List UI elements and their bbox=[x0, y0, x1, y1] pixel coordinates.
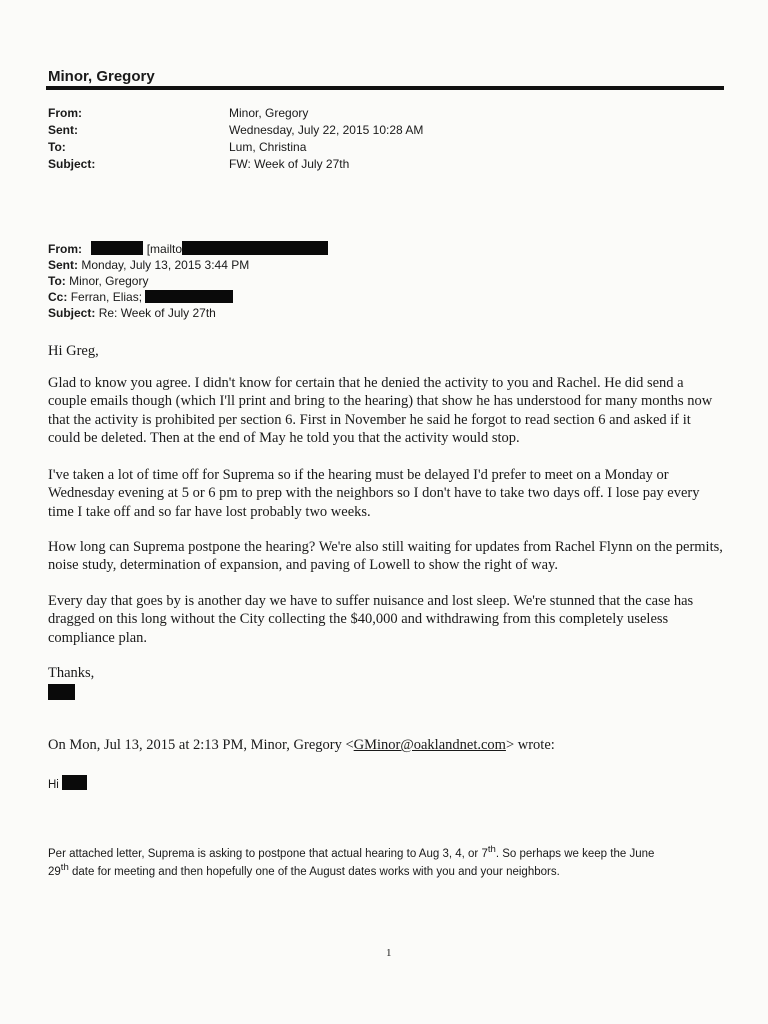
orig-sent-label: Sent: bbox=[48, 258, 78, 272]
header-from-label: From: bbox=[48, 106, 82, 120]
quoted-intro-prefix: On Mon, Jul 13, 2015 at 2:13 PM, Minor, Gregory < bbox=[48, 737, 354, 753]
header-sent-value: Wednesday, July 22, 2015 10:28 AM bbox=[229, 123, 424, 137]
orig-subject-value: Re: Week of July 27th bbox=[98, 306, 216, 320]
quoted-intro-suffix: > wrote: bbox=[505, 737, 555, 753]
header-from-value: Minor, Gregory bbox=[229, 106, 309, 120]
redaction-block bbox=[62, 775, 87, 790]
orig-cc-label: Cc: bbox=[48, 290, 68, 304]
quoted-line-2 bbox=[48, 860, 560, 880]
redaction-block bbox=[48, 684, 75, 700]
page-number: 1 bbox=[386, 947, 392, 959]
quoted-line-1 bbox=[48, 842, 654, 862]
orig-from-label: From: bbox=[48, 242, 82, 256]
header-subject-label: Subject: bbox=[48, 157, 96, 171]
quoted-text: date for meeting and then hopefully one of the August dates works with you and your neighbors. bbox=[68, 865, 560, 878]
redaction-block bbox=[182, 241, 328, 255]
body-paragraph: I've taken a lot of time off for Suprema so if the hearing must be delayed I'd prefer to meet on a Monday or Wednesday evening at 5 or 6 pm to prep with the neighbors so I don't have to take two days off. I lose pay every time I take off and so far have lost probably two weeks. bbox=[48, 467, 700, 520]
quoted-text: . So perhaps we keep the June bbox=[495, 847, 655, 860]
document-header-name: Minor, Gregory bbox=[48, 68, 155, 85]
orig-from-row bbox=[48, 241, 328, 257]
orig-subject-label: Subject: bbox=[48, 306, 96, 320]
quoted-text: Per attached letter, Suprema is asking to postpone that actual hearing to Aug 3, 4, or 7 bbox=[48, 847, 488, 860]
quoted-greeting: Hi bbox=[48, 779, 59, 791]
superscript: th bbox=[487, 844, 496, 855]
redaction-block bbox=[145, 290, 233, 303]
orig-to-row bbox=[48, 274, 148, 289]
email-link[interactable]: GMinor@oaklandnet.com bbox=[353, 737, 506, 753]
orig-from-mailto: [mailto bbox=[146, 242, 183, 256]
redaction-block bbox=[91, 241, 143, 255]
orig-to-label: To: bbox=[48, 274, 66, 288]
orig-subject-row bbox=[48, 306, 216, 321]
orig-to-value: Minor, Gregory bbox=[69, 274, 149, 288]
body-greeting: Hi Greg, bbox=[48, 343, 99, 359]
header-sent-label: Sent: bbox=[48, 123, 78, 137]
body-paragraph: How long can Suprema postpone the hearing? We're also still waiting for updates from Rachel Flynn on the permits, noise study, determination of expansion, and paving of Lowell to show the right of way. bbox=[48, 539, 723, 574]
orig-cc-row bbox=[48, 290, 233, 305]
orig-sent-row bbox=[48, 258, 249, 273]
header-to-label: To: bbox=[48, 140, 66, 154]
orig-cc-value: Ferran, Elias; bbox=[70, 290, 143, 304]
quoted-text: 29 bbox=[48, 865, 61, 878]
quoted-greeting-row bbox=[48, 775, 87, 793]
body-paragraph: Glad to know you agree. I didn't know for certain that he denied the activity to you and Rachel. He did send a couple emails though (which I'll print and bring to the hearing) that show he has understood for many months now that the activity is prohibited per section 6. First in November he said he forgot to read section 6 and asked if it could be deleted. Then at the end of May he told you that the activity would stop. bbox=[48, 375, 713, 446]
body-paragraph: Every day that goes by is another day we have to suffer nuisance and lost sleep. We're stunned that the case has dragged on this long without the City collecting the $40,000 and withdrawing from this completely useless compliance plan. bbox=[48, 593, 694, 646]
header-subject-value: FW: Week of July 27th bbox=[229, 157, 350, 171]
header-to-value: Lum, Christina bbox=[229, 140, 307, 154]
header-rule bbox=[46, 86, 724, 90]
orig-sent-value: Monday, July 13, 2015 3:44 PM bbox=[81, 258, 250, 272]
body-signoff: Thanks, bbox=[48, 665, 95, 681]
quoted-intro bbox=[48, 736, 724, 754]
superscript: th bbox=[60, 862, 69, 873]
